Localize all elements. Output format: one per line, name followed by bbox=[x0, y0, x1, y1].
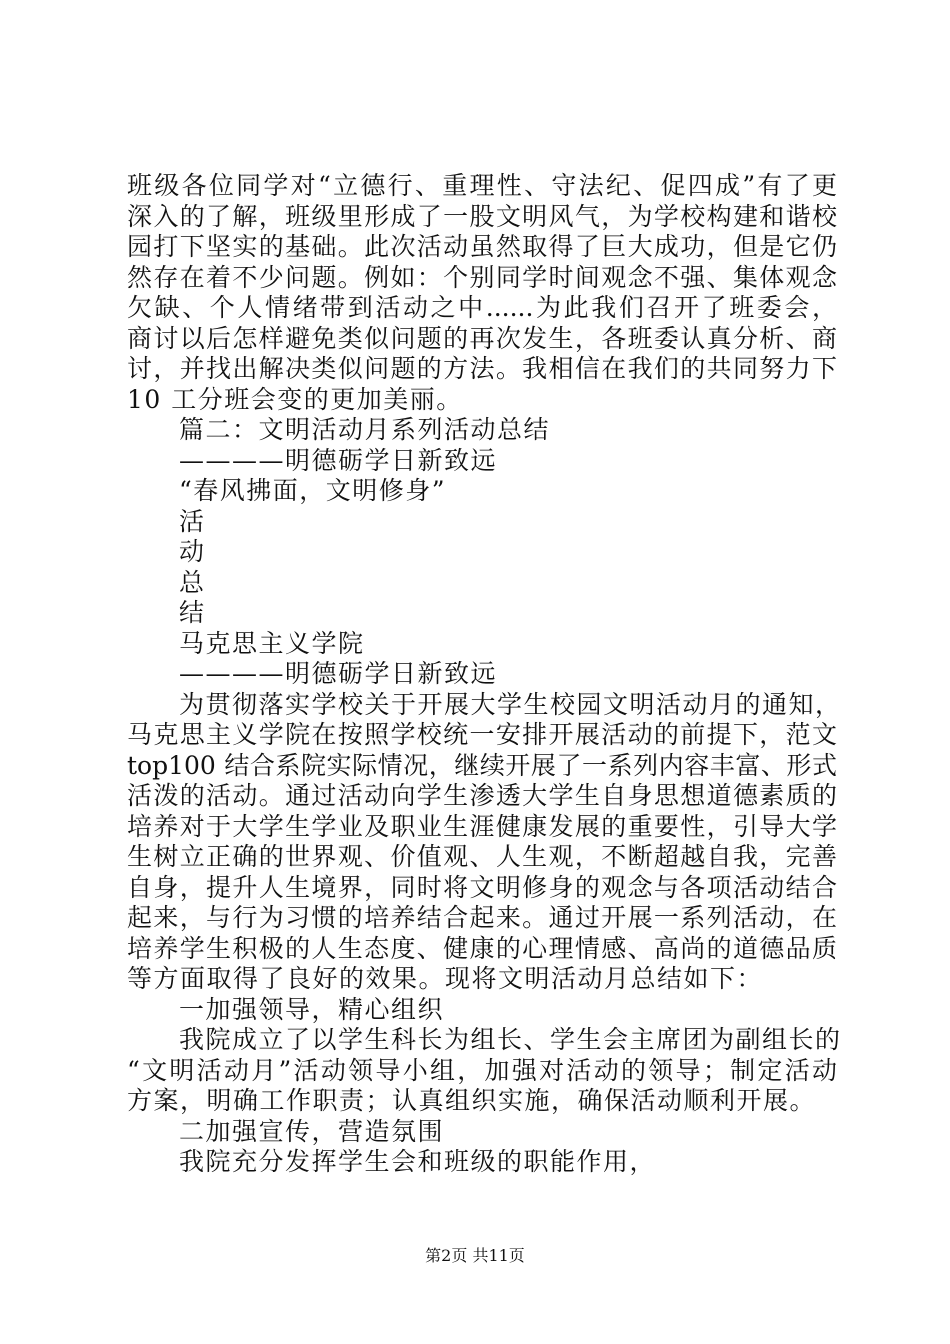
text-line: 讨，并找出解决类似问题的方法。我相信在我们的共同努力下 bbox=[127, 354, 837, 383]
text-line: 园打下坚实的基础。此次活动虽然取得了巨大成功，但是它仍 bbox=[127, 232, 837, 261]
section-heading: 一加强领导，精心组织 bbox=[179, 994, 445, 1024]
text-line: 然存在着不少问题。例如：个别同学时间观念不强、集体观念 bbox=[127, 262, 837, 292]
text-line: top100 结合系院实际情况，继续开展了一系列内容丰富、形式 bbox=[127, 750, 837, 780]
body-text bbox=[127, 171, 842, 1178]
text-line: 培养对于大学生学业及职业生涯健康发展的重要性，引导大学 bbox=[127, 811, 837, 841]
vertical-title-char: 动 bbox=[179, 537, 206, 566]
page-footer: 第2页 共11页 bbox=[425, 1246, 525, 1265]
paragraph-start-line: 为贯彻落实学校关于开展大学生校园文明活动月的通知， bbox=[179, 689, 842, 719]
paragraph-start-line: 我院充分发挥学生会和班级的职能作用， bbox=[179, 1147, 657, 1176]
text-line: 班级各位同学对“立德行、重理性、守法纪、促四成”有了更 bbox=[127, 171, 837, 200]
text-line: “文明活动月”活动领导小组，加强对活动的领导；制定活动 bbox=[127, 1055, 837, 1085]
text-line: 10 工分班会变的更加美丽。 bbox=[127, 384, 463, 414]
author-line: 马克思主义学院 bbox=[179, 628, 365, 658]
text-line: 深入的了解，班级里形成了一股文明风气，为学校构建和谐校 bbox=[127, 201, 837, 231]
section-heading: 二加强宣传，营造氛围 bbox=[179, 1116, 445, 1146]
vertical-title-char: 活 bbox=[179, 506, 206, 536]
text-line: 商讨以后怎样避免类似问题的再次发生，各班委认真分析、商 bbox=[127, 323, 837, 353]
section-heading: 篇二：文明活动月系列活动总结 bbox=[179, 415, 551, 444]
vertical-title-char: 总 bbox=[179, 567, 206, 597]
text-line: 生树立正确的世界观、价值观、人生观，不断超越自我，完善 bbox=[127, 842, 837, 871]
text-line: 自身，提升人生境界，同时将文明修身的观念与各项活动结合 bbox=[127, 872, 837, 902]
subtitle-line: ————明德砺学日新致远 bbox=[179, 445, 498, 475]
text-line: 培养学生积极的人生态度、健康的心理情感、高尚的道德品质 bbox=[127, 933, 837, 963]
text-line: 马克思主义学院在按照学校统一安排开展活动的前提下，范文 bbox=[127, 720, 837, 749]
text-line: 起来，与行为习惯的培养结合起来。通过开展一系列活动，在 bbox=[127, 903, 837, 932]
paragraph-start-line: 我院成立了以学生科长为组长、学生会主席团为副组长的 bbox=[179, 1025, 842, 1054]
text-line: 等方面取得了良好的效果。现将文明活动月总结如下： bbox=[127, 964, 764, 993]
subtitle-line: “春风拂面，文明修身” bbox=[179, 476, 447, 505]
text-line: 方案，明确工作职责；认真组织实施，确保活动顺利开展。 bbox=[127, 1086, 817, 1115]
subtitle-line: ————明德砺学日新致远 bbox=[179, 659, 498, 688]
text-line: 欠缺、个人情绪带到活动之中......为此我们召开了班委会， bbox=[127, 293, 837, 322]
vertical-title-char: 结 bbox=[179, 598, 206, 627]
text-line: 活泼的活动。通过活动向学生渗透大学生自身思想道德素质的 bbox=[127, 781, 837, 810]
